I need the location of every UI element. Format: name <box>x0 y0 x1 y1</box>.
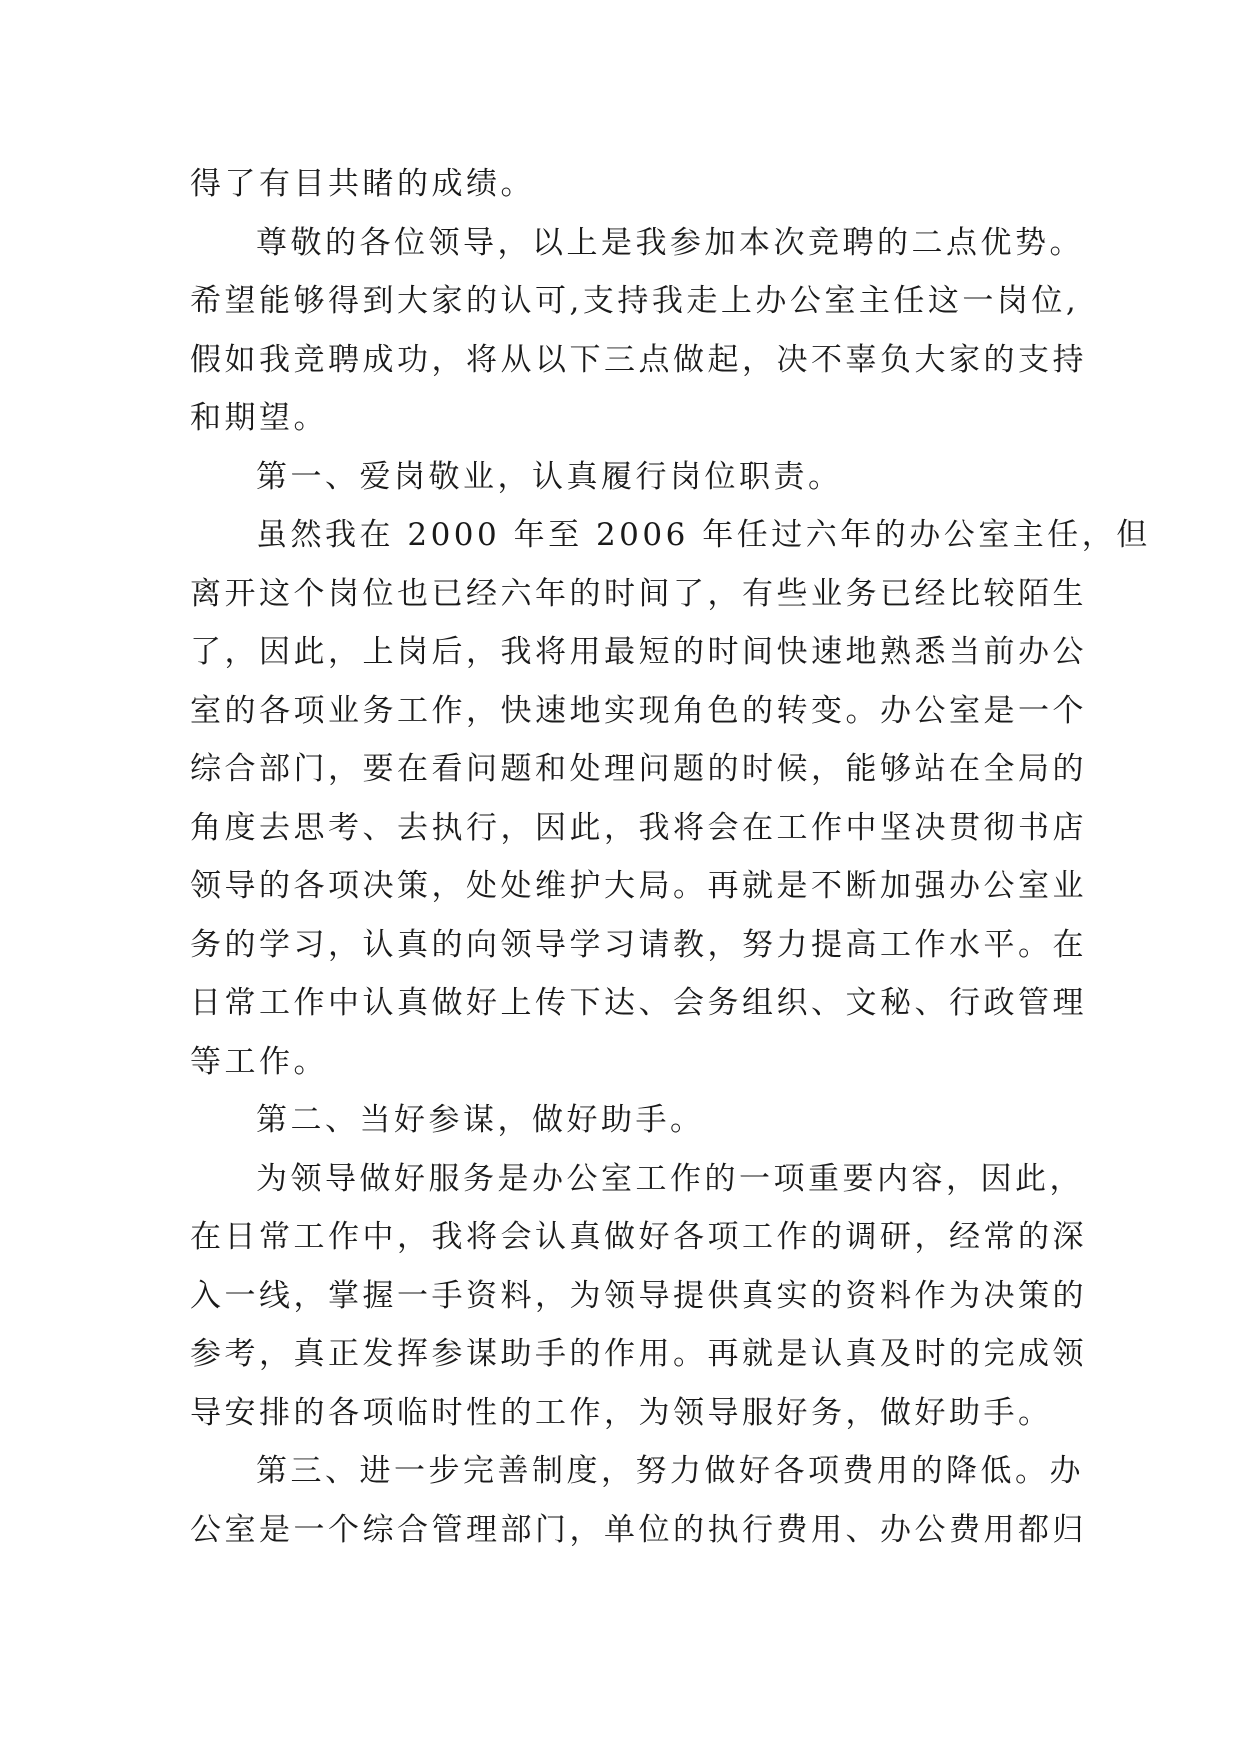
text-line: 日常工作中认真做好上传下达、会务组织、文秘、行政管理 <box>190 985 1087 1021</box>
section-heading-3: 第三、进一步完善制度，努力做好各项费用的降低。办 <box>256 1453 1084 1489</box>
text-line: 假如我竞聘成功，将从以下三点做起，决不辜负大家的支持 <box>190 341 1087 378</box>
text-line: 离开这个岗位也已经六年的时间了，有些业务已经比较陌生 <box>190 575 1087 612</box>
text-line: 希望能够得到大家的认可,支持我走上办公室主任这一岗位, <box>190 283 1080 319</box>
text-line: 角度去思考、去执行，因此，我将会在工作中坚决贯彻书店 <box>190 809 1087 846</box>
text-line: 领导的各项决策，处处维护大局。再就是不断加强办公室业 <box>190 868 1087 904</box>
text-line: 导安排的各项临时性的工作，为领导服好务，做好助手。 <box>190 1394 1053 1431</box>
text-line: 等工作。 <box>190 1043 328 1080</box>
text-line: 公室是一个综合管理部门，单位的执行费用、办公费用都归 <box>190 1511 1087 1548</box>
text-line: 参考，真正发挥参谋助手的作用。再就是认真及时的完成领 <box>190 1336 1087 1372</box>
text-line: 在日常工作中，我将会认真做好各项工作的调研，经常的深 <box>190 1219 1087 1255</box>
text-line: 得了有目共睹的成绩。 <box>190 166 535 202</box>
paragraph-first-line: 虽然我在 2000 年至 2006 年任过六年的办公室主任，但 <box>256 517 1151 553</box>
paragraph-first-line: 为领导做好服务是办公室工作的一项重要内容，因此， <box>256 1160 1084 1197</box>
section-heading-2: 第二、当好参谋，做好助手。 <box>256 1102 705 1138</box>
text-line: 室的各项业务工作，快速地实现角色的转变。办公室是一个 <box>190 692 1087 729</box>
text-line: 和期望。 <box>190 400 328 436</box>
text-line: 入一线，掌握一手资料，为领导提供真实的资料作为决策的 <box>190 1277 1087 1314</box>
section-heading-1: 第一、爱岗敬业，认真履行岗位职责。 <box>256 458 843 495</box>
text-line: 务的学习，认真的向领导学习请教，努力提高工作水平。在 <box>190 926 1087 963</box>
text-line: 了，因此，上岗后，我将用最短的时间快速地熟悉当前办公 <box>190 634 1087 670</box>
document-body <box>190 155 1151 1559</box>
text-line: 综合部门，要在看问题和处理问题的时候，能够站在全局的 <box>190 751 1087 787</box>
paragraph-first-line: 尊敬的各位领导，以上是我参加本次竞聘的二点优势。 <box>256 224 1084 261</box>
